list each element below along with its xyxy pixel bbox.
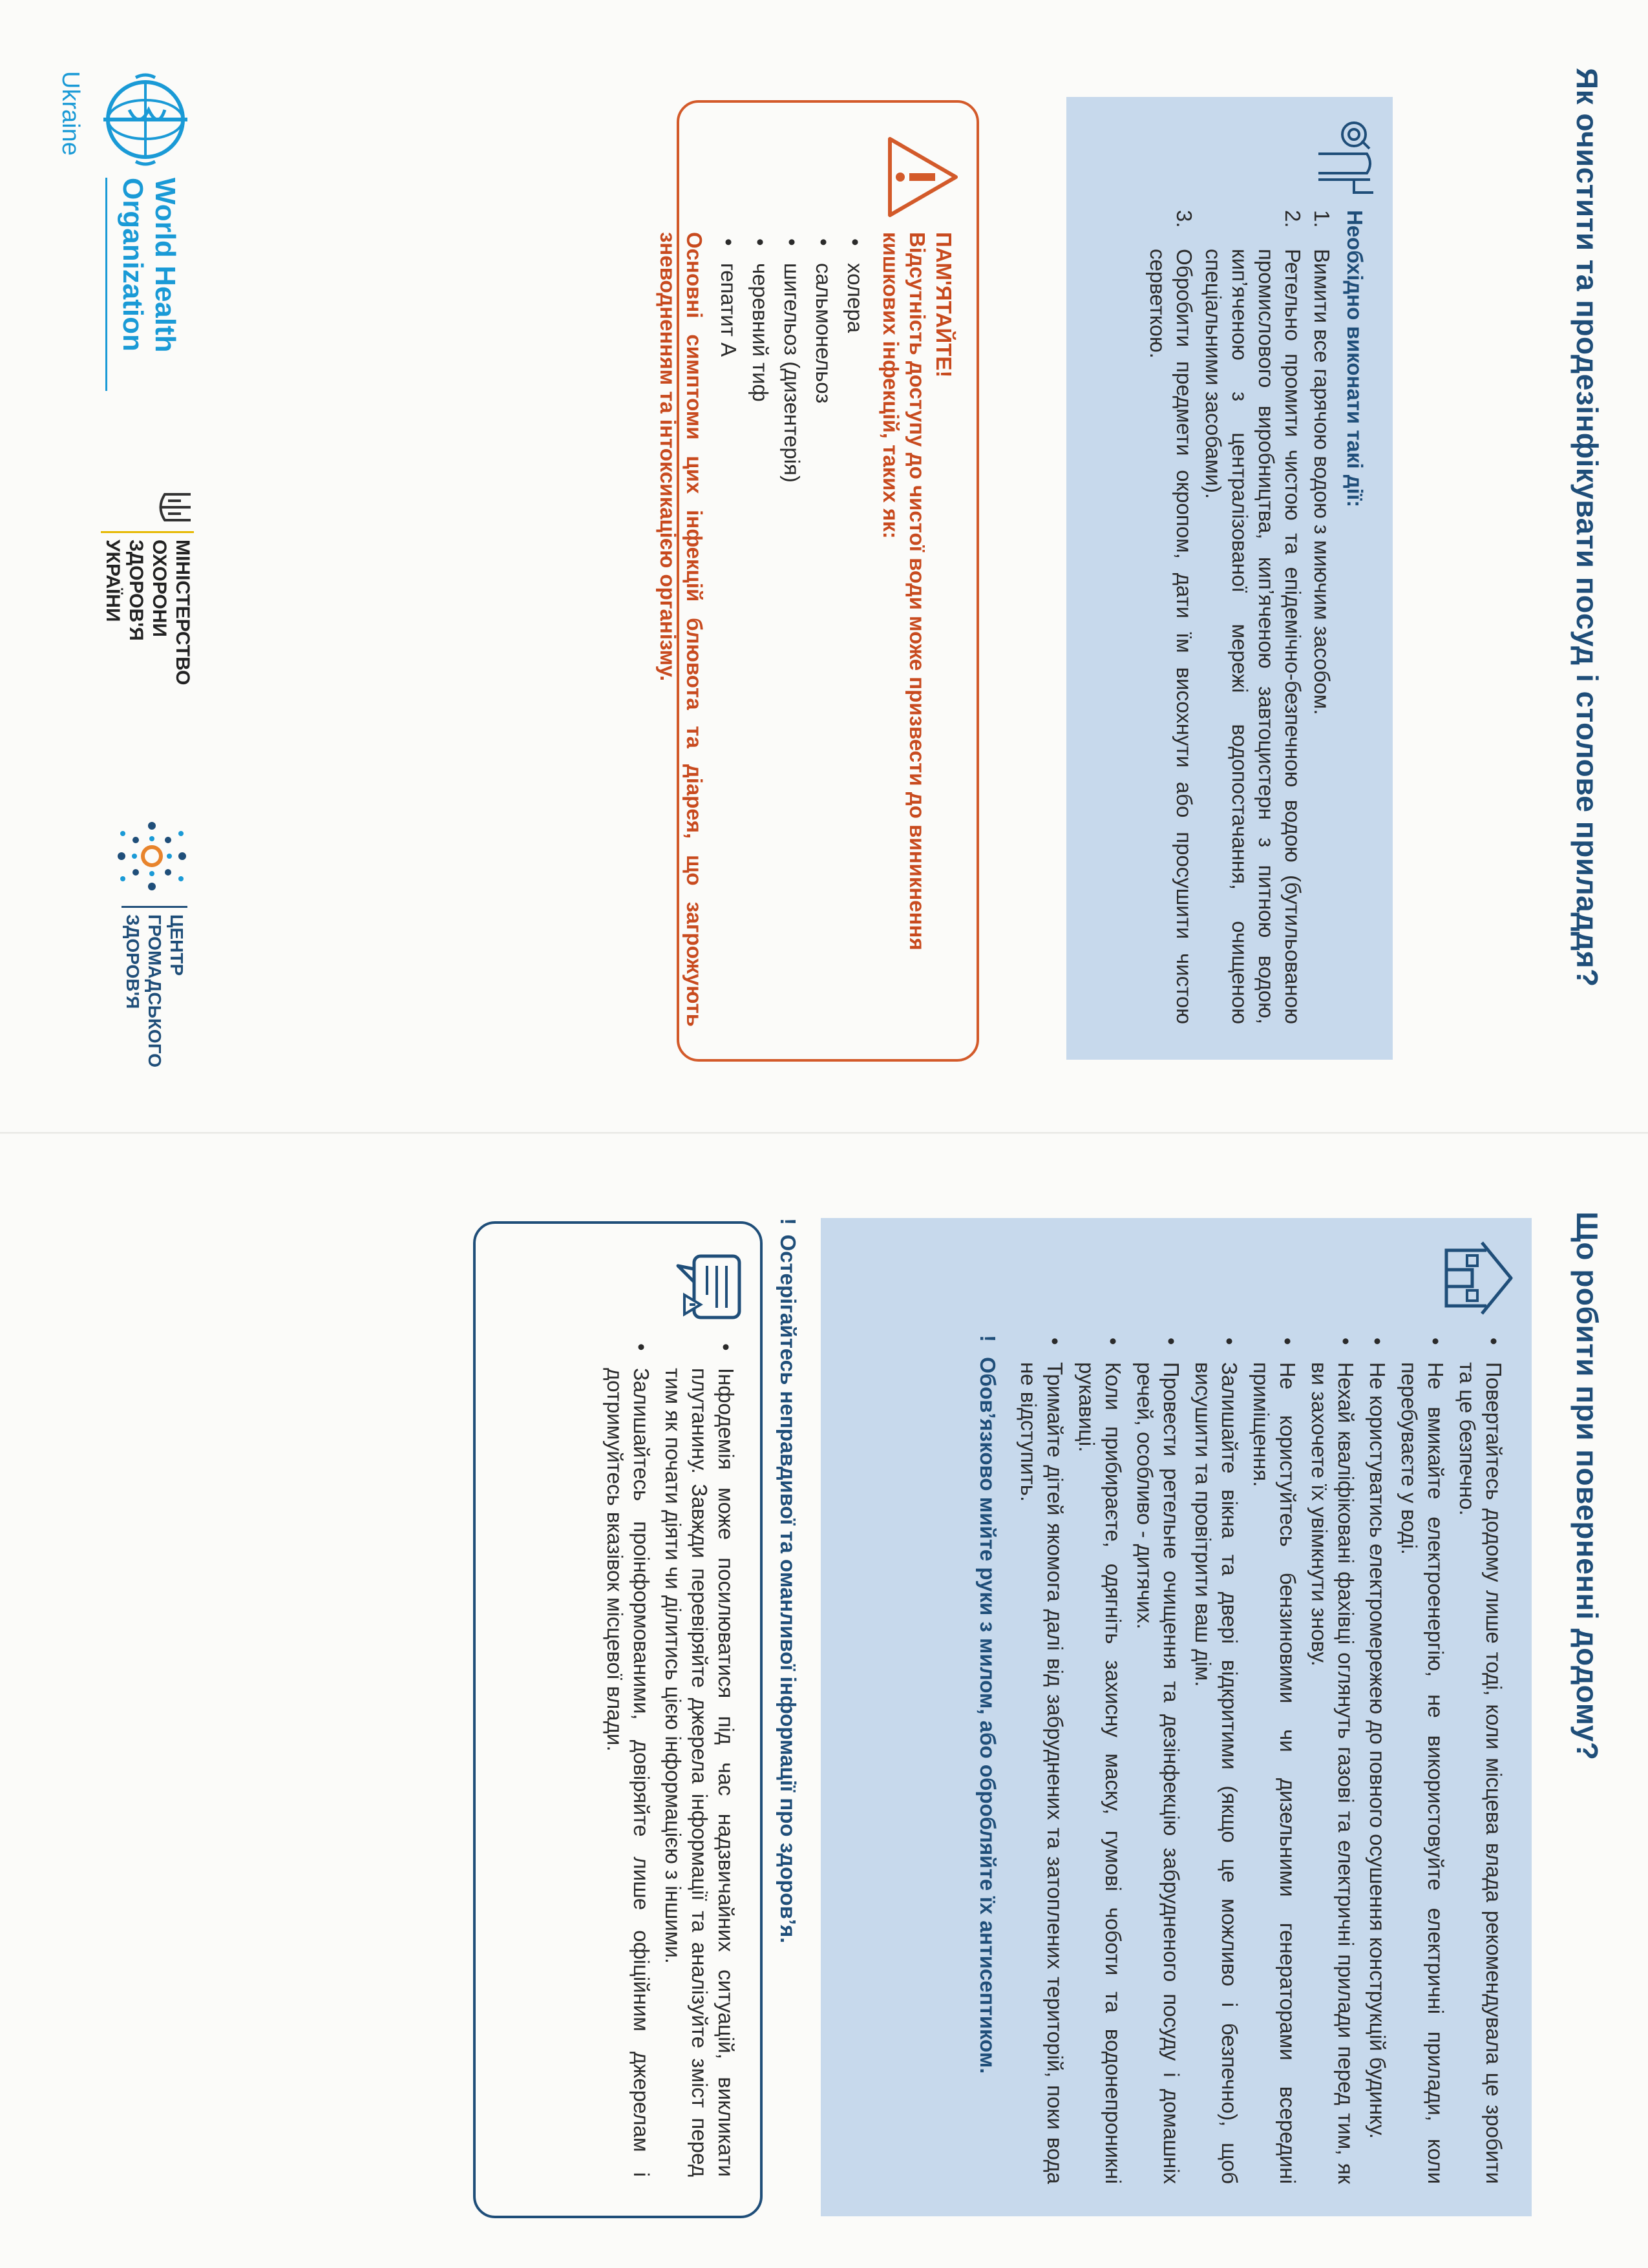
warning-title: ПАМ'ЯТАЙТЕ! (932, 232, 956, 378)
exclamation-icon: ! (776, 1218, 800, 1225)
returning-home-tips (1015, 1331, 1507, 2184)
cleaning-steps-list (1145, 210, 1335, 1024)
disease-item: • черевний тиф (747, 232, 774, 1027)
who-emblem-icon (97, 71, 194, 168)
tip-item: • Провести ретельне очищення та дезінфекцію забрудненого посуду і домашніх речей, особливо - дитячих. (1132, 1331, 1185, 2184)
tip-item: • Не користуватись електромережею до повного осушення конструкцій будинку. (1364, 1331, 1391, 2184)
disease-item: • холера (842, 232, 869, 1027)
exclamation-icon: ! (976, 1335, 1000, 1342)
warning-outro: Основні симптоми цих інфекцій блювота та діарея, що загрожують зневодненням та інтоксикацією організму. (656, 232, 706, 1027)
misinfo-box (473, 1221, 763, 2218)
utensils-icon (1315, 115, 1380, 199)
tip-item: • Не користуйтесь бензиновими чи дизельними генераторами всередині приміщення. (1248, 1331, 1301, 2184)
tip-item: • Повертайтесь додому лише тоді, коли місцева влада рекомендувала це зробити та це безпечно. (1454, 1331, 1507, 2184)
cleaning-step: 1. Вимити все гарячою водою з миючим засобом. (1310, 210, 1334, 715)
logos-row (39, 71, 207, 1067)
right-panel (0, 1134, 1648, 2268)
trident-icon (155, 491, 194, 523)
disease-list (715, 232, 869, 1027)
cleaning-steps-box (1066, 97, 1393, 1060)
tip-item: • Тримайте дітей якомога далі від забруднених та затоплених територій, поки вода не відступить. (1015, 1331, 1068, 2184)
tip-item: • Залишайте вікна та двері відкритими (якщо це можливо і безпечно), щоб висушити та провітрити ваш дім. (1190, 1331, 1243, 2184)
cleaning-step: 3. Обробити предмети окропом, дати їм висохнути або просушити чистою серветкою. (1146, 210, 1196, 1024)
returning-home-box (821, 1218, 1532, 2216)
who-logo (39, 71, 207, 407)
who-name-line1: World Health (149, 178, 181, 353)
ministry-logo (65, 491, 194, 704)
house-icon (1440, 1236, 1517, 1320)
who-name-line2: Organization (117, 178, 149, 352)
disease-item: • шигельоз (дизентерія) (779, 232, 805, 1027)
misinfo-heading: ! Остерігайтесь неправдивої та оманливої інформації про здоров’я. (776, 1218, 800, 1944)
warning-intro: Відсутність доступу до чистої води може призвести до виникнення кишкових інфекцій, таких як: (879, 232, 929, 950)
phc-line1: ЦЕНТР (167, 914, 187, 976)
warning-box (656, 100, 979, 1062)
ministry-line4: УКРАЇНИ (102, 540, 123, 622)
who-country: Ukraine (57, 71, 84, 156)
disease-item: • сальмонельоз (810, 232, 837, 1027)
tip-item: • Нехай кваліфіковані фахівці оглянуть газові та електричні прилади перед тим, як ви захочете їх увімкнути знову. (1306, 1331, 1359, 2184)
misinfo-item: • Інфодемія може посилюватися під час надзвичайних ситуацій, викликати плутанину. Завжди перевіряйте джерела інформації та аналізуйте зміст перед тим як почати діяти чи ділитись цією інформацією з іншими. (660, 1337, 739, 2177)
tip-item: • Не вмикайте електроенергію, не використовуйте електричні прилади, коли перебуваєте у воді. (1396, 1331, 1449, 2184)
phc-line3: ЗДОРОВ'Я (123, 914, 143, 1009)
tip-item: • Коли прибираєте, одягніть захисну маску, гумові чоботи та водонепроникні рукавиці. (1073, 1331, 1126, 2184)
page-title-returning-home: Що робити при поверненні додому? (1570, 1212, 1604, 1761)
handwash-note: ! Обов’язково мийте руки з милом, або обробляйте їх антисептиком. (976, 1335, 1000, 2074)
phc-line2: ГРОМАДСЬКОГО (145, 914, 165, 1067)
cleaning-heading: Необхідно виконати такі дії: (1343, 210, 1367, 508)
ministry-line1: МІНІСТЕРСТВО (172, 540, 193, 686)
page-title-cleaning: Як очистити та продезінфікувати посуд і столове приладдя? (1570, 68, 1604, 987)
cleaning-step: 2. Ретельно промити чистою та епідемічно-безпечною водою (бутильованою промислового виробництва, кип’яченою завтоцистерн з питною водою, кип’яченою з централізованої мережі водопостачання, очищеною спеціальними засобами). (1201, 210, 1305, 1024)
misinfo-tips (602, 1337, 739, 2177)
chat-bubble-icon (668, 1243, 746, 1327)
warning-triangle-icon (885, 135, 960, 219)
public-health-center-logo (65, 814, 194, 1067)
disease-item: • гепатит А (715, 232, 742, 1027)
ministry-line3: ЗДОРОВ'Я (125, 540, 147, 641)
ministry-line2: ОХОРОНИ (149, 540, 170, 637)
misinfo-item: • Залишайтесь проінформованими, довіряйте лише офіційним джерелам і дотримуйтесь вказівок місцевої влади. (602, 1337, 655, 2177)
dots-emblem-icon (110, 814, 194, 898)
